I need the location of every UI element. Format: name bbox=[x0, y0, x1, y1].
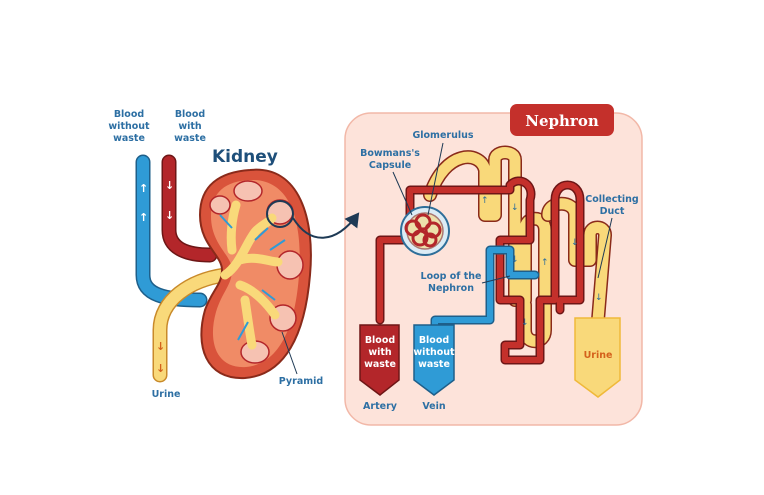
blood-without-waste-line2: without bbox=[108, 121, 150, 132]
blood-with-waste-line2: with bbox=[178, 121, 202, 132]
blood-with-waste-line3: waste bbox=[174, 133, 206, 144]
loop-label-line1: Loop of the bbox=[420, 271, 482, 282]
urine-box bbox=[575, 318, 620, 397]
vein-box bbox=[413, 325, 455, 395]
blood-without-waste-line3: waste bbox=[113, 133, 145, 144]
kidney-title: Kidney bbox=[212, 147, 278, 167]
artery-box-line3: waste bbox=[364, 359, 396, 370]
arrow-icon: ↓ bbox=[165, 179, 175, 192]
arrow-icon: ↓ bbox=[156, 362, 166, 375]
artery-box bbox=[360, 325, 399, 395]
artery-label: Artery bbox=[363, 401, 397, 412]
artery-box-line2: with bbox=[368, 347, 392, 358]
arrow-icon: ↑ bbox=[541, 258, 549, 268]
urine-label: Urine bbox=[151, 389, 181, 400]
glomerulus-label: Glomerulus bbox=[412, 130, 474, 141]
loop-label-line2: Nephron bbox=[428, 283, 474, 294]
vein-box-line2: without bbox=[413, 347, 455, 358]
arrow-icon: ↓ bbox=[521, 318, 529, 328]
arrow-icon: ↓ bbox=[165, 209, 175, 222]
arrow-icon: ↓ bbox=[571, 238, 579, 248]
nephron-title: Nephron bbox=[525, 112, 599, 130]
pyramid-6 bbox=[210, 196, 230, 214]
collecting-duct-label-line2: Duct bbox=[599, 206, 625, 217]
pyramid-label: Pyramid bbox=[278, 376, 324, 387]
bowmans-capsule-label-line2: Capsule bbox=[368, 160, 412, 171]
arrow-icon: ↓ bbox=[511, 203, 519, 213]
urine-box-label: Urine bbox=[583, 350, 613, 361]
blood-with-waste-line1: Blood bbox=[174, 109, 206, 120]
arrow-icon: ↑ bbox=[139, 182, 149, 195]
arrow-icon: ↑ bbox=[481, 196, 489, 206]
arrow-icon: ↓ bbox=[511, 255, 519, 265]
blood-without-waste-line1: Blood bbox=[113, 109, 145, 120]
artery-box-line1: Blood bbox=[364, 335, 396, 346]
bowmans-capsule-label-line1: Bowmans's bbox=[360, 148, 420, 159]
vein-box-line1: Blood bbox=[418, 335, 450, 346]
collecting-duct-label-line1: Collecting bbox=[585, 194, 639, 205]
arrow-icon: ↓ bbox=[156, 340, 166, 353]
pyramid-1 bbox=[234, 181, 262, 201]
arrow-icon: ↑ bbox=[139, 211, 149, 224]
vein-label: Vein bbox=[422, 401, 446, 412]
nephron-title-badge bbox=[510, 104, 614, 136]
vein-box-line3: waste bbox=[418, 359, 450, 370]
arrow-icon: ↓ bbox=[595, 293, 603, 303]
